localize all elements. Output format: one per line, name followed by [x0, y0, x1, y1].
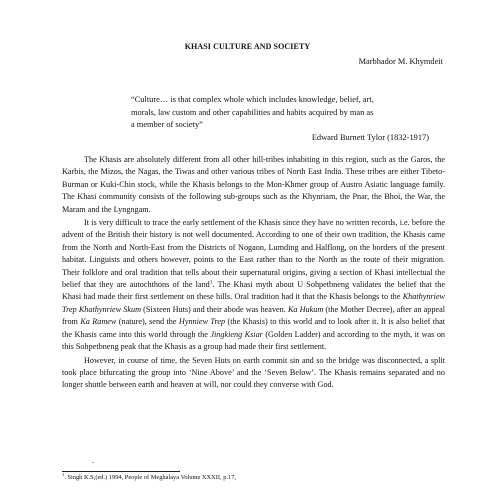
text-run: (Sixteen Huts) and their abode was heaven. — [141, 304, 288, 314]
epigraph-line: morals, law custom and other capabilities and habits acquired by man as — [131, 107, 374, 117]
text-run: It is very difficult to trace the early settlement of the Khasis since they have no written records, i.e. before the advent of the British their history is not well documented. According to one of their own tradition, the Khasis came from the North and North-East from the Districts of Nogaon, Lumding and Halflong, on the borders of the present habitat. Linguists and others however, points to the East rather than to the North as the route of their migration. Their folklore and oral tradition that tells about their supernatural origins, giving a section of Khasi intellectual the belief that they are autochthons of the land — [62, 218, 445, 290]
paragraph-3: However, in course of time, the Seven Huts on earth commit sin and so the bridge was disconnected, a split took place bifurcating the group into ‘Nine Above’ and the ‘Seven Below’. The Khasis remains separated and no longer shuttle between earth and heaven at will, nor could they converse with God. — [62, 355, 445, 390]
epigraph-quote — [131, 94, 431, 144]
text-run: (Golden Ladder) and according to the myth, it was on this Sohpetbneng peak that the Khasis as a group had made their first settlement. — [62, 329, 446, 352]
epigraph-line: a member of society” — [131, 120, 203, 130]
author-name: Marbhador M. Khymdeit — [358, 57, 443, 66]
paragraph-2 — [62, 217, 445, 353]
italic-term: Khathynriew Trep Khathynriew Skum — [62, 292, 445, 314]
footnote — [62, 471, 237, 481]
italic-term: Jingkieng Ksiar — [210, 329, 263, 339]
paragraph-1: The Khasis are absolutely different from all other hill-tribes inhabiting in this region, such as the Garos, the Karbis, the Mizos, the Nagas, the Tiwas and other various tribes of North East India. These tribes are either Tibeto-Burman or Kuki-Chin stock, while the Khasis belongs to the Mon-Khmer group of Austro Asiatic language family. The Khasi community consists of the following sub-groups such as the Khynriam, the Pnar, the Bhoi, the War, the Maram and the Lyngngam. — [62, 155, 445, 214]
text-run: (the Mother Decree), after an appeal from — [62, 304, 445, 327]
body-text — [62, 154, 445, 392]
text-run: (nature), send the — [116, 317, 179, 327]
document-title: KHASI CULTURE AND SOCIETY — [184, 42, 311, 51]
epigraph-line: “Culture… is that complex whole which includes knowledge, belief, art, — [131, 95, 374, 104]
italic-term: Hynniew Trep — [178, 317, 226, 327]
footnote-text: . Singh K.S,(ed.) 1994, People of Meghalaya Volume XXXII, p.17, — [64, 474, 237, 481]
text-run: (the Khasis) to this world and to look after it. It is also belief that the Khasis came into this world through the — [62, 317, 445, 339]
footnote-number: 1 — [62, 471, 65, 477]
epigraph-attribution: Edward Burnett Tylor (1832-1917) — [311, 132, 429, 142]
italic-term: Ka Ramew — [80, 317, 117, 327]
italic-term: Ka Hukum — [287, 304, 324, 314]
stray-mark: . — [92, 456, 94, 465]
footnote-reference[interactable]: 1 — [209, 279, 213, 286]
text-run: . The Khasi myth about U Sohpetbneng validates the belief that the Khasi had made their first settlement on these hills. Oral tradition had it that the Khasis belongs to the — [62, 280, 445, 302]
footnote-divider — [62, 471, 180, 472]
